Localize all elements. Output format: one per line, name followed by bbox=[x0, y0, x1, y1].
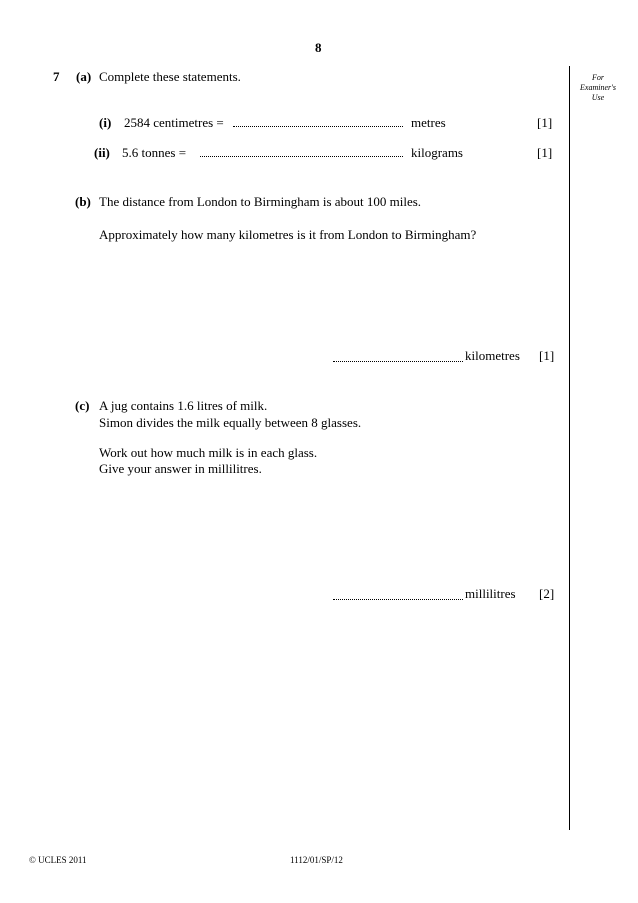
part-a-ii-text: 5.6 tonnes = bbox=[122, 145, 187, 160]
part-a-ii-label: (ii) bbox=[94, 145, 110, 160]
part-a-prompt: Complete these statements. bbox=[99, 69, 241, 84]
part-c-line-3: Work out how much milk is in each glass. bbox=[99, 445, 318, 460]
part-a-ii-unit: kilograms bbox=[411, 145, 463, 160]
part-b-line-1: The distance from London to Birmingham is about 100 miles. bbox=[99, 194, 422, 209]
footer-paper-code: 1112/01/SP/12 bbox=[290, 855, 343, 865]
examiner-box bbox=[570, 73, 626, 103]
part-c-line-2: Simon divides the milk equally between 8 glasses. bbox=[99, 415, 362, 430]
part-c-answer-line[interactable] bbox=[333, 599, 463, 600]
part-a-label: (a) bbox=[76, 69, 92, 84]
part-a-i-unit: metres bbox=[411, 115, 446, 130]
page-number: 8 bbox=[315, 40, 322, 55]
part-a-i-text: 2584 centimetres = bbox=[124, 115, 224, 130]
part-b-unit: kilometres bbox=[465, 348, 520, 363]
part-c-marks: [2] bbox=[539, 586, 555, 601]
part-a-i-marks: [1] bbox=[537, 115, 553, 130]
examiner-line-1: For bbox=[592, 73, 604, 82]
examiner-margin-line bbox=[569, 66, 570, 830]
question-number: 7 bbox=[53, 69, 60, 84]
part-b-label: (b) bbox=[75, 194, 91, 209]
part-c-label: (c) bbox=[75, 398, 90, 413]
examiner-line-3: Use bbox=[591, 93, 605, 102]
part-a-i-label: (i) bbox=[99, 115, 112, 130]
part-b-line-2: Approximately how many kilometres is it from London to Birmingham? bbox=[99, 227, 477, 242]
part-a-ii-marks: [1] bbox=[537, 145, 553, 160]
part-c-line-1: A jug contains 1.6 litres of milk. bbox=[99, 398, 268, 413]
examiner-line-2: Examiner's bbox=[580, 83, 616, 92]
part-b-answer-line[interactable] bbox=[333, 361, 463, 362]
part-a-i-answer-line[interactable] bbox=[233, 126, 403, 127]
footer-copyright: © UCLES 2011 bbox=[29, 855, 87, 865]
part-c-line-4: Give your answer in millilitres. bbox=[99, 461, 262, 476]
part-b-marks: [1] bbox=[539, 348, 555, 363]
part-c-unit: millilitres bbox=[465, 586, 516, 601]
part-a-ii-answer-line[interactable] bbox=[200, 156, 403, 157]
